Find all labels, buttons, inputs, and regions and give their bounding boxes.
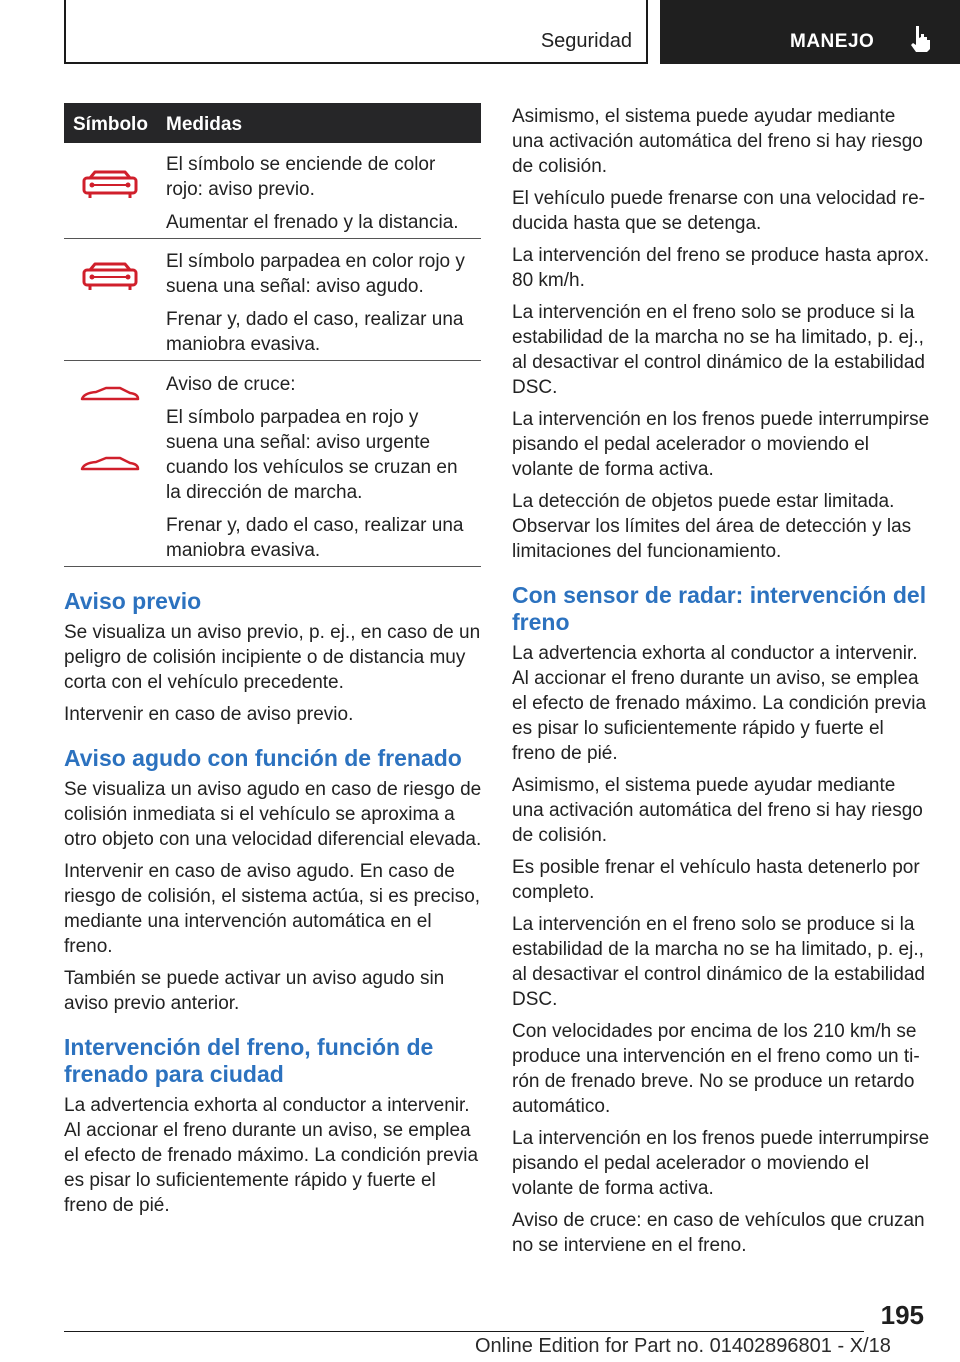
paragraph: La intervención en el freno solo se produce si la estabilidad de la marcha no se ha limitado, p. ej., al desactivar el control dinámico de la estabilidad DSC.: [512, 914, 925, 1010]
paragraph: La intervención en los frenos puede interrumpirse pisando el pedal acelerador o moviendo el volante de forma activa.: [512, 1128, 930, 1199]
car-red-icon: [64, 169, 156, 204]
table-row: [64, 361, 481, 567]
section-heading: Aviso previo: [64, 588, 202, 614]
paragraph: Se visualiza un aviso previo, p. ej., en caso de un peligro de colisión incipiente o de distancia muy corta con el vehículo precedente.: [64, 622, 481, 693]
footer-divider: [64, 1331, 864, 1332]
right-column: [512, 104, 930, 1265]
section-heading: Intervención del freno, función de frenado para ciudad: [64, 1034, 434, 1087]
paragraph: La detección de objetos puede estar limitada. Observar los límites del área de detección y las limitaciones del funcionamiento.: [512, 491, 912, 562]
section-tab: [64, 0, 648, 64]
column-header-measures: Medidas: [166, 114, 243, 135]
table-cell-text: Frenar y, dado el caso, realizar una maniobra evasiva.: [166, 309, 464, 355]
section-heading: Aviso agudo con función de frenado: [64, 745, 462, 771]
edition-footer: Online Edition for Part no. 01402896801 - X/18: [475, 1335, 891, 1357]
table-cell-text: El símbolo parpadea en color rojo y suena una señal: aviso agudo.: [166, 251, 465, 297]
table-row: [64, 239, 481, 361]
column-header-symbol: Símbolo: [73, 114, 148, 135]
paragraph: Es posible frenar el vehículo hasta detenerlo por completo.: [512, 857, 920, 903]
section-label: Seguridad: [540, 30, 632, 52]
paragraph: Asimismo, el sistema puede ayudar mediante una activación automática del freno si hay riesgo de colisión.: [512, 106, 923, 177]
paragraph: La intervención del freno se produce hasta aprox. 80 km/h.: [512, 245, 930, 291]
crossing-car-icon: [64, 455, 156, 480]
paragraph: La intervención en los frenos puede interrumpirse pisando el pedal acelerador o moviendo el volante de forma activa.: [512, 409, 930, 480]
page-header: [0, 0, 960, 66]
paragraph: Asimismo, el sistema puede ayudar mediante una activación automática del freno si hay riesgo de colisión.: [512, 775, 923, 846]
left-column: [64, 588, 482, 1225]
table-cell-text: El símbolo parpadea en rojo y suena una señal: aviso urgente cuando los vehículos se cruzan en la dirección de marcha.: [166, 407, 458, 503]
table-cell-text: Aviso de cruce:: [166, 374, 296, 395]
paragraph: La intervención en el freno solo se produce si la estabilidad de la marcha no se ha limitado, p. ej., al desactivar el control dinámico de la estabilidad DSC.: [512, 302, 925, 398]
symbol-table: [64, 103, 481, 567]
page-number: 195: [880, 1300, 924, 1330]
chapter-label: MANEJO: [790, 31, 875, 52]
chapter-tab: [660, 0, 960, 64]
paragraph: Intervenir en caso de aviso previo.: [64, 704, 354, 725]
crossing-car-icon: [64, 385, 156, 410]
paragraph: Con velocidades por encima de los 210 km/h se produce una intervención en el freno como un tirón de frenado breve. No se produce un retardo automático.: [512, 1021, 920, 1117]
section-heading: Con sensor de radar: intervención del freno: [512, 582, 927, 635]
pointing-hand-icon: [910, 24, 934, 57]
paragraph: Intervenir en caso de aviso agudo. En caso de riesgo de colisión, el sistema actúa, si es preciso, mediante una intervención automática en el freno.: [64, 861, 481, 957]
table-cell-text: Aumentar el frenado y la distancia.: [166, 212, 459, 233]
paragraph: La advertencia exhorta al conductor a intervenir. Al accionar el freno durante un aviso, se emplea el efecto de frenado máximo. La condición previa es pisar lo suficientemente rápido y fuerte el freno de pié.: [512, 643, 927, 764]
table-row: [64, 143, 481, 239]
table-cell-text: El símbolo se enciende de color rojo: aviso previo.: [166, 154, 436, 200]
paragraph: Aviso de cruce: en caso de vehículos que cruzan no se interviene en el freno.: [512, 1210, 925, 1256]
table-cell-text: Frenar y, dado el caso, realizar una maniobra evasiva.: [166, 515, 464, 561]
paragraph: También se puede activar un aviso agudo sin aviso previo anterior.: [64, 968, 445, 1014]
paragraph: El vehículo puede frenarse con una velocidad reducida hasta que se detenga.: [512, 188, 925, 234]
table-header: [64, 103, 481, 143]
car-red-flashing-icon: [64, 261, 156, 296]
paragraph: Se visualiza un aviso agudo en caso de riesgo de colisión inmediata si el vehículo se aproxima a otro objeto con una velocidad diferencial elevada.: [64, 779, 482, 850]
paragraph: La advertencia exhorta al conductor a intervenir. Al accionar el freno durante un aviso, se emplea el efecto de frenado máximo. La condición previa es pisar lo suficientemente rápido y fuerte el freno de pié.: [64, 1095, 479, 1216]
